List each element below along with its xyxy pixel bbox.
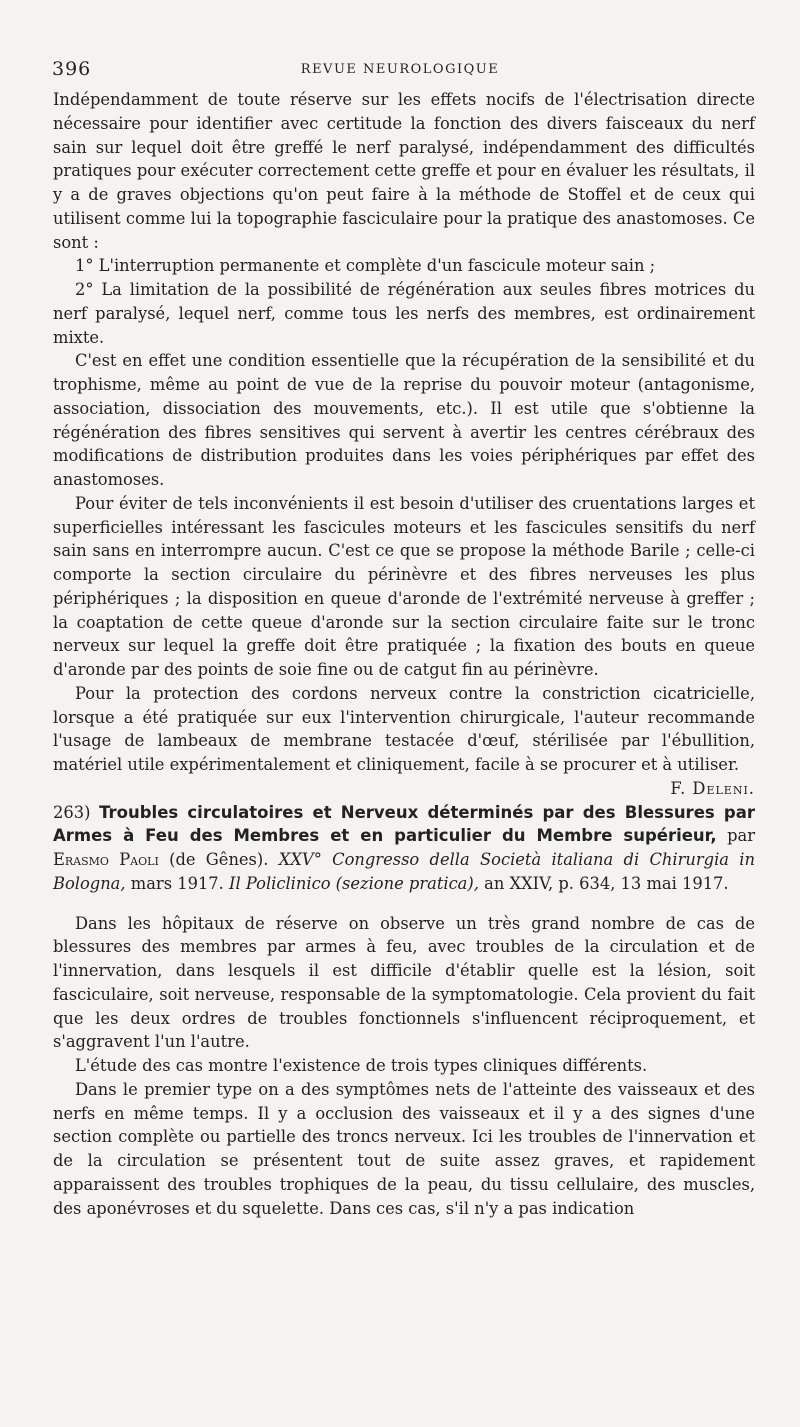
paragraph: C'est en effet une condition essentielle que la récupération de la sensibilité et du trophisme, même au point de vue de la reprise du pouvoir moteur (antagonisme, association, dissociation des mouvements, etc.). Il est utile que s'obtienne la régénération des fibres sensitives qui servent à avertir les centres cérébraux des modifications de distribution produites dans les voies périphériques par effet des anastomoses. [53, 351, 755, 489]
paragraph: Indépendamment de toute réserve sur les effets nocifs de l'électrisation directe nécessaire pour identifier avec certitude la fonction des divers faisceaux du nerf sain sur lequel doit être greffé le nerf paralysé, indépendamment des difficultés pratiques pour exécuter correctement cette greffe et pour en évaluer les résultats, il y a de graves objections qu'on peut faire à la méthode de Stoffel et de ceux qui utilisent comme lui la topographie fasciculaire pour la pratique des anastomoses. Ce sont : [53, 90, 755, 252]
issue-info: an XXIV, p. 634, 13 mai 1917. [484, 873, 729, 893]
spacer [53, 896, 755, 912]
signature-name: F. Deleni. [670, 778, 755, 798]
paragraph: 1° L'interruption permanente et complète d'un fascicule moteur sain ; [75, 256, 656, 276]
journal-title: REVUE NEUROLOGIQUE [300, 62, 500, 77]
paragraph: L'étude des cas montre l'existence de trois types cliniques différents. [75, 1056, 648, 1075]
congress-source: XXV° Congresso della Società italiana di Chirurgia in Bologna, [53, 850, 755, 893]
author-prefix: par [727, 826, 755, 846]
paragraph: Dans le premier type on a des symptômes nets de l'atteinte des vaisseaux et des nerfs en même temps. Il y a occlusion des vaisseaux et il y a des signes d'une section complète ou partielle des troncs nerveux. Ici les troubles de l'innervation et de la circulation se présentent tout de suite assez graves, et rapidement apparaissent des troubles trophiques de la peau, du tissu cellulaire, des muscles, des aponévroses et du squelette. Dans ces cas, s'il n'y a pas indication [53, 1079, 755, 1218]
article-body [53, 88, 755, 1220]
author-location: (de Gênes). [169, 850, 269, 869]
paragraph: Pour la protection des cordons nerveux contre la constriction cicatricielle, lorsque a été pratiquée sur eux l'intervention chirurgicale, l'auteur recommande l'usage de lambeaux de membrane testacée d'œuf, stérilisée par l'ébullition, matériel utile expérimentalement et cliniquement, facile à se procurer et à utiliser. [53, 683, 755, 774]
paragraph: Dans les hôpitaux de réserve on observe un très grand nombre de cas de blessures des membres par armes à feu, avec troubles de la circulation et de l'innervation, dans lesquels il est difficile d'établir quelle est la lésion, soit fasciculaire, soit nerveuse, responsable de la symptomatologie. Cela provient du fait que les deux ordres de troubles fonctionnels s'influencent réciproquement, et s'aggravent l'un l'autre. [53, 913, 755, 1052]
signature [53, 777, 755, 801]
author-name: Erasmo Paoli [53, 850, 159, 869]
entry-number: 263) [53, 802, 91, 822]
paragraph: Pour éviter de tels inconvénients il est besoin d'utiliser des cruentations larges et superficielles intéressant les fascicules moteurs et les fascicules sensitifs du nerf sain sans en interrompre aucun. C'est ce que se propose la méthode Barile ; celle-ci comporte la section circulaire du périnèvre et des fibres nerveuses les plus périphériques ; la disposition en queue d'aronde de l'extrémité nerveuse à greffer ; la coaptation de cette queue d'aronde sur la section circulaire faite sur le tronc nerveux sur lequel la greffe doit être pratiquée ; la fixation des bouts en queue d'aronde par des points de soie fine ou de catgut fin au périnèvre. [53, 493, 755, 679]
article-heading [53, 801, 755, 896]
paragraph: 2° La limitation de la possibilité de régénération aux seules fibres motrices du nerf paralysé, lequel nerf, comme tous les nerfs des membres, est ordinairement mixte. [53, 280, 755, 347]
running-header [0, 58, 800, 82]
article-title: Troubles circulatoires et Nerveux déterminés par des Blessures par Armes à Feu des Membres et en particulier du Membre supérieur, [53, 802, 755, 846]
page-number: 396 [52, 58, 92, 80]
journal-source: Il Policlinico (sezione pratica), [229, 873, 479, 893]
congress-date: mars 1917. [130, 873, 224, 893]
